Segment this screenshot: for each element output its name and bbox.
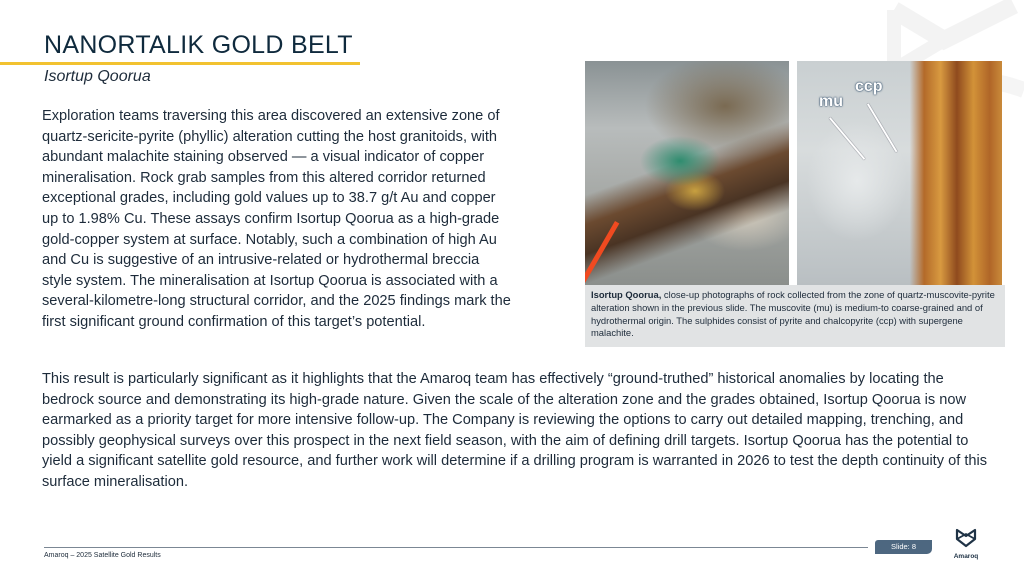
amaroq-logo — [953, 528, 979, 564]
footer-divider — [44, 547, 868, 548]
slide-number-badge: Slide: 8 — [875, 540, 932, 554]
arrow-ccp-icon — [867, 103, 897, 152]
caption-bold: Isortup Qoorua, — [591, 289, 662, 300]
intro-paragraph: Exploration teams traversing this area discovered an extensive zone of quartz-sericite-pyrite (phyllic) alteration cutting the host granitoids, with abundant malachite staining observed — a visual indicator of copper mineralisation. Rock grab samples from this altered corridor returned exceptional grades, including gold values up to 38.7 g/t Au and copper up to 1.98% Cu. These assays confirm Isortup Qoorua as a high-grade gold-copper system at surface. Notably, such a combination of high Au and Cu is suggestive of an intrusive-related or hydrothermal breccia style system. The mineralisation at Isortup Qoorua is associated with a several-kilometre-long structural corridor, and the 2025 findings mark the first significant ground confirmation of this target’s potential. — [42, 108, 511, 330]
slide-subtitle: Isortup Qoorua — [44, 68, 151, 85]
logo-text: Amaroq — [953, 553, 979, 560]
figure-caption — [585, 285, 1005, 347]
photo-outcrop — [585, 61, 789, 285]
slide-title: NANORTALIK GOLD BELT — [44, 31, 353, 59]
label-ccp: ccp — [855, 78, 883, 95]
pencil-scale — [585, 221, 619, 285]
footer-text: Amaroq – 2025 Satellite Gold Results — [44, 552, 161, 559]
label-mu: mu — [819, 93, 843, 110]
fox-logo-icon — [955, 528, 977, 548]
arrow-mu-icon — [829, 117, 865, 159]
significance-paragraph: This result is particularly significant as it highlights that the Amaroq team has effectively “ground-truthed” historical anomalies by locating the bedrock source and demonstrating its high-grade nature. Given the scale of the alteration zone and the grades obtained, Isortup Qoorua is now earmarked as a priority target for more intensive follow-up. The Company is reviewing the options to carry out detailed mapping, trenching, and possibly geophysical surveys over this prospect in the next field season, with the aim of defining drill targets. Isortup Qoorua has the potential to yield a significant satellite gold resource, and further work will determine if a drilling program is warranted in 2026 to test the depth continuity of this surface mineralisation. — [42, 371, 988, 490]
photo-closeup — [797, 61, 1002, 285]
caption-text: close-up photographs of rock collected from the zone of quartz-muscovite-pyrite alteration shown in the previous slide. The muscovite (mu) is medium-to coarse-grained and of hydrothermal origin. The sulphides consist of pyrite and chalcopyrite (ccp) with supergene malachite. — [591, 289, 995, 339]
title-underline — [0, 62, 360, 65]
